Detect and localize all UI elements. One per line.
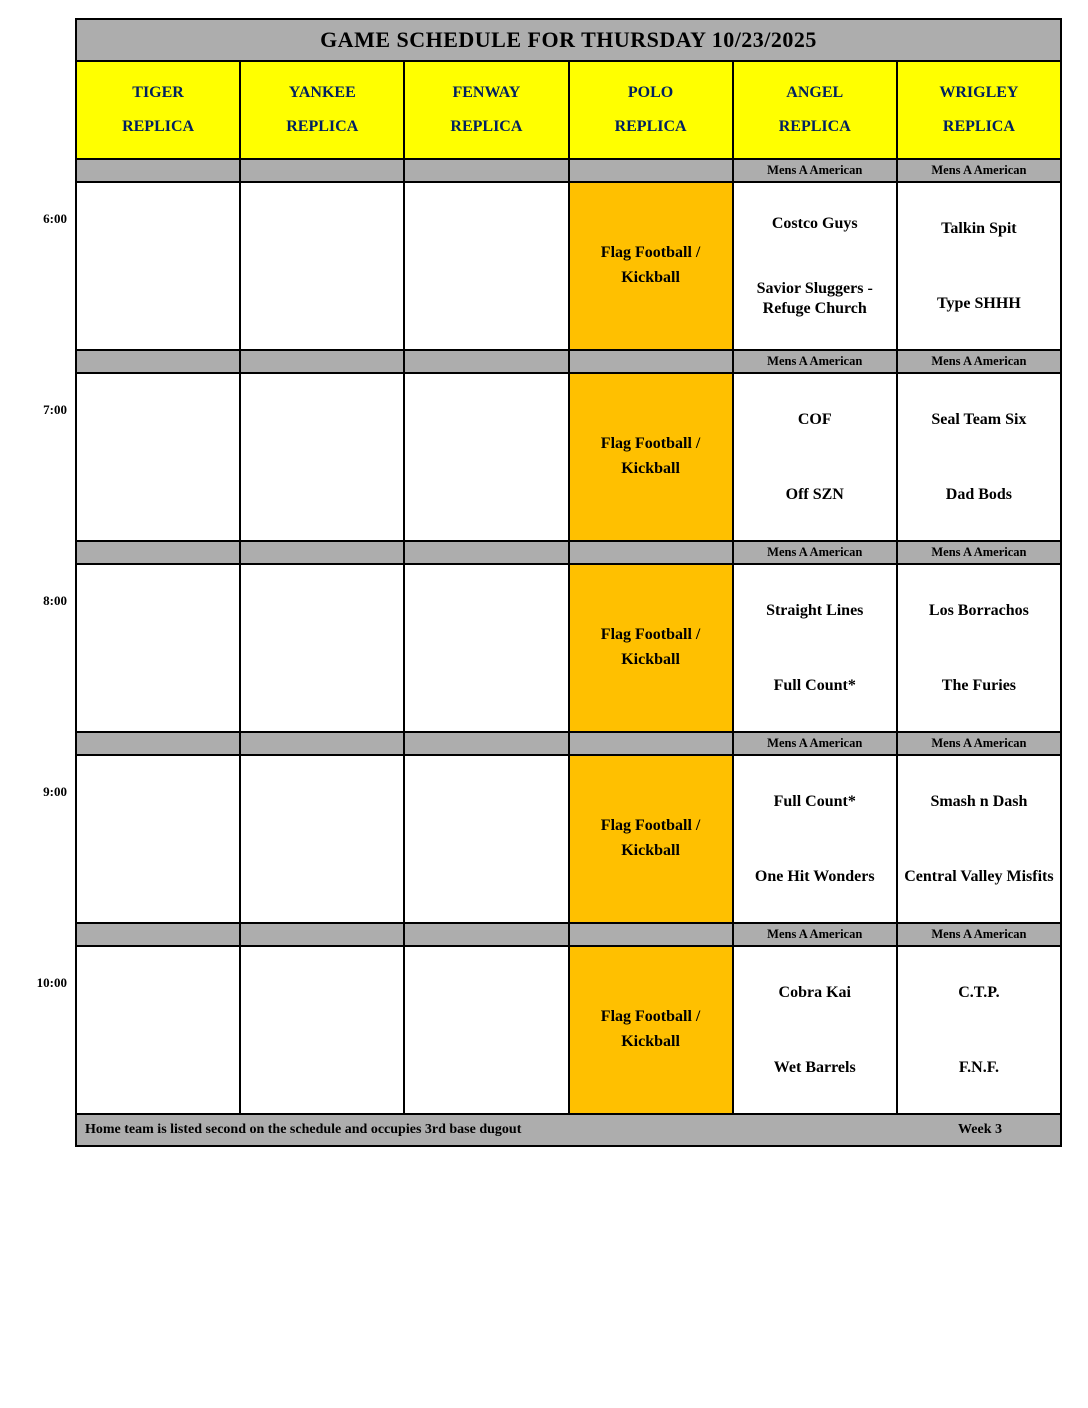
schedule-title: GAME SCHEDULE FOR THURSDAY 10/23/2025 [77, 20, 1060, 60]
division-bar-cell [77, 351, 239, 372]
division-bar-cell [570, 351, 732, 372]
matchup-wrigley [898, 374, 1060, 540]
away-team: Full Count* [773, 792, 856, 810]
division-bar-cell [570, 924, 732, 945]
away-team: Straight Lines [766, 601, 864, 619]
time-label: 7:00 [43, 402, 67, 417]
matchup-angel [734, 947, 896, 1113]
home-team: Central Valley Misfits [904, 867, 1054, 885]
empty-cell-tiger [43, 756, 239, 922]
away-team: C.T.P. [958, 983, 1000, 1001]
division-label-wrigley: Mens A American [898, 733, 1060, 754]
column-header-tiger [77, 62, 239, 158]
away-team: COF [797, 410, 832, 428]
division-label-wrigley: Mens A American [898, 924, 1060, 945]
home-team: Off SZN [785, 485, 844, 503]
empty-cell-yankee [241, 183, 403, 349]
away-team: Smash n Dash [930, 792, 1028, 810]
division-bar-cell [77, 733, 239, 754]
column-header-polo [570, 62, 732, 158]
field-subname: REPLICA [942, 118, 1015, 135]
division-bar-cell [241, 160, 403, 181]
matchup-wrigley [898, 756, 1060, 922]
division-bar-cell [241, 351, 403, 372]
matchup-angel [734, 374, 896, 540]
empty-cell-tiger [43, 183, 239, 349]
field-name: ANGEL [786, 84, 844, 101]
home-team: F.N.F. [958, 1058, 999, 1076]
division-bar-cell [405, 351, 567, 372]
division-bar-cell [405, 924, 567, 945]
division-bar-cell [570, 160, 732, 181]
field-name: POLO [627, 84, 674, 101]
division-bar-cell [77, 160, 239, 181]
game-schedule-table [36, 18, 1062, 1147]
field-subname: REPLICA [450, 118, 523, 135]
matchup-angel [734, 565, 896, 731]
field-name: FENWAY [452, 84, 521, 101]
column-header-wrigley [898, 62, 1060, 158]
division-label-angel: Mens A American [734, 733, 896, 754]
empty-cell-yankee [241, 947, 403, 1113]
division-label-angel: Mens A American [734, 924, 896, 945]
division-bar-cell [570, 733, 732, 754]
home-team: Wet Barrels [773, 1058, 856, 1076]
field-subname: REPLICA [122, 118, 195, 135]
away-team: Costco Guys [771, 214, 858, 232]
empty-cell-tiger [43, 374, 239, 540]
away-team: Los Borrachos [928, 601, 1029, 619]
polo-activity-cell: Flag Football / Kickball [570, 565, 732, 731]
empty-cell-fenway [405, 947, 567, 1113]
empty-cell-fenway [405, 374, 567, 540]
home-team: The Furies [941, 676, 1017, 694]
home-team: Savior Sluggers - Refuge Church [756, 279, 873, 317]
division-bar-cell [405, 542, 567, 563]
time-label: 6:00 [43, 211, 67, 226]
field-name: WRIGLEY [939, 84, 1019, 101]
footer-bar [77, 1115, 1060, 1145]
away-team: Cobra Kai [778, 983, 851, 1001]
empty-cell-fenway [405, 565, 567, 731]
polo-activity-cell: Flag Football / Kickball [570, 756, 732, 922]
matchup-wrigley [898, 565, 1060, 731]
field-subname: REPLICA [614, 118, 687, 135]
division-label-wrigley: Mens A American [898, 351, 1060, 372]
division-label-angel: Mens A American [734, 542, 896, 563]
polo-activity-cell: Flag Football / Kickball [570, 947, 732, 1113]
division-bar-cell [77, 542, 239, 563]
field-name: YANKEE [288, 84, 356, 101]
empty-cell-yankee [241, 374, 403, 540]
empty-cell-fenway [405, 756, 567, 922]
empty-cell-yankee [241, 565, 403, 731]
division-label-angel: Mens A American [734, 160, 896, 181]
home-team-note: Home team is listed second on the schedule and occupies 3rd base dugout [85, 1122, 522, 1137]
division-label-wrigley: Mens A American [898, 160, 1060, 181]
field-subname: REPLICA [778, 118, 851, 135]
empty-cell-yankee [241, 756, 403, 922]
matchup-angel [734, 183, 896, 349]
empty-cell-tiger [36, 947, 239, 1113]
home-team: One Hit Wonders [754, 867, 875, 885]
matchup-angel [734, 756, 896, 922]
empty-cell-fenway [405, 183, 567, 349]
column-header-fenway [405, 62, 567, 158]
division-bar-cell [241, 542, 403, 563]
division-bar-cell [241, 733, 403, 754]
matchup-wrigley [898, 183, 1060, 349]
home-team: Type SHHH [937, 294, 1021, 312]
time-label: 8:00 [43, 593, 67, 608]
field-name: TIGER [132, 84, 184, 101]
week-label: Week 3 [958, 1122, 1002, 1137]
empty-cell-tiger [43, 565, 239, 731]
division-bar-cell [405, 733, 567, 754]
division-bar-cell [570, 542, 732, 563]
polo-activity-cell: Flag Football / Kickball [570, 183, 732, 349]
field-subname: REPLICA [286, 118, 359, 135]
division-bar-cell [77, 924, 239, 945]
column-header-angel [734, 62, 896, 158]
away-team: Talkin Spit [941, 219, 1017, 237]
polo-activity-cell: Flag Football / Kickball [570, 374, 732, 540]
time-label: 10:00 [36, 975, 67, 990]
column-header-yankee [241, 62, 403, 158]
away-team: Seal Team Six [931, 410, 1027, 428]
home-team: Dad Bods [945, 485, 1013, 503]
division-bar-cell [405, 160, 567, 181]
division-label-angel: Mens A American [734, 351, 896, 372]
matchup-wrigley [898, 947, 1060, 1113]
division-bar-cell [241, 924, 403, 945]
division-label-wrigley: Mens A American [898, 542, 1060, 563]
home-team: Full Count* [773, 676, 856, 694]
time-label: 9:00 [43, 784, 67, 799]
